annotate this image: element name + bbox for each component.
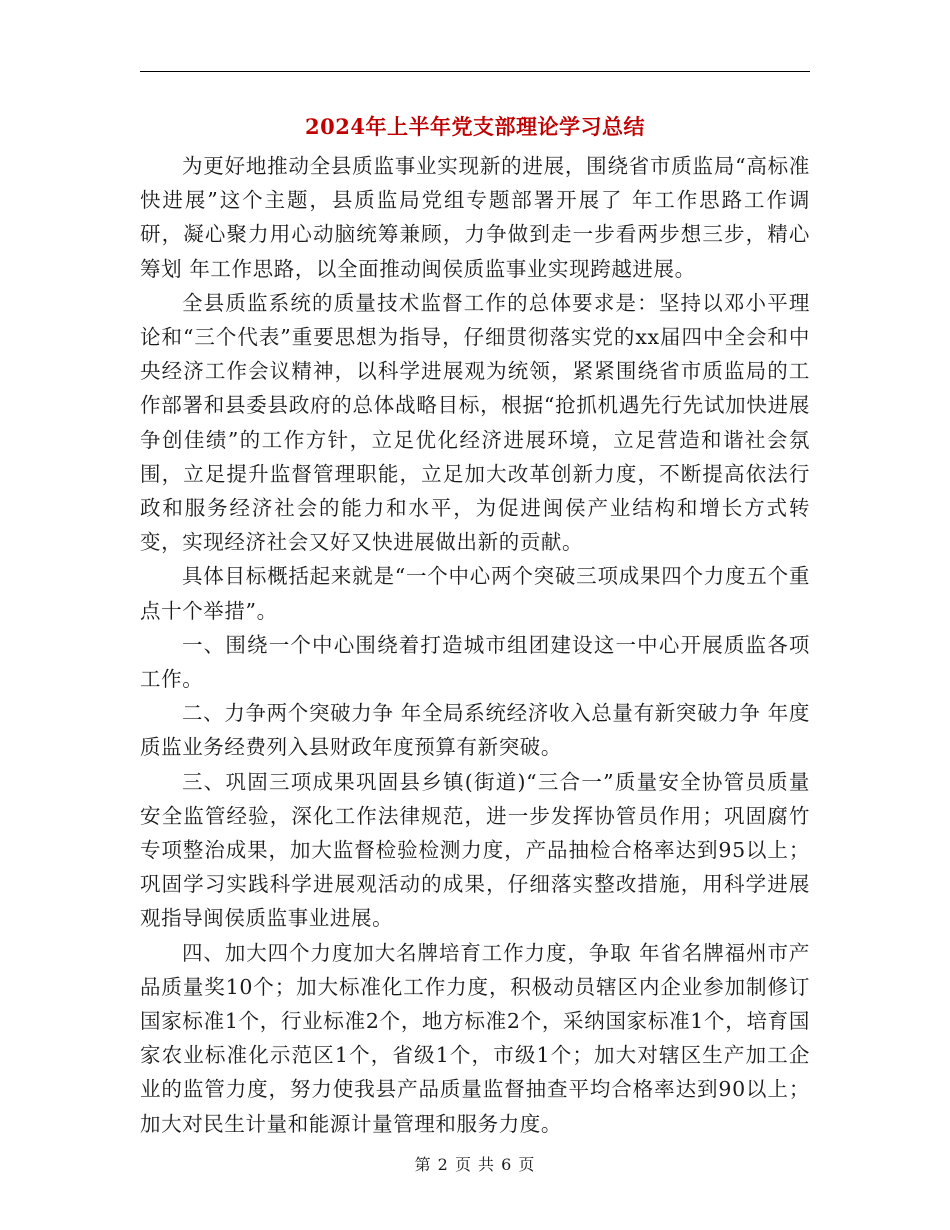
document-title: 2024年上半年党支部理论学习总结 bbox=[305, 114, 645, 139]
paragraph-intro: 为更好地推动全县质监事业实现新的进展，围绕省市质监局“高标准快进展”这个主题，县质监局党组专题部署开展了 年工作思路工作调研，凝心聚力用心动脑统筹兼顾，力争做到走一步看两步想三步，精心筹划 年工作思路，以全面推动闽侯质监事业实现跨越进展。 bbox=[140, 154, 810, 281]
paragraph-specific-goals: 具体目标概括起来就是“一个中心两个突破三项成果四个力度五个重点十个举措”。 bbox=[140, 564, 810, 623]
paragraph-three-results: 三、巩固三项成果巩固县乡镇(街道)“三合一”质量安全协管员质量安全监管经验，深化工作法律规范，进一步发挥协管员作用；巩固腐竹专项整治成果，加大监督检验检测力度，产品抽检合格率达到95以上；巩固学习实践科学进展观活动的成果，仔细落实整改措施，用科学进展观指导闽侯质监事业进展。 bbox=[140, 769, 810, 931]
header-rule bbox=[140, 71, 810, 72]
paragraph-general-requirements: 全县质监系统的质量技术监督工作的总体要求是：坚持以邓小平理论和“三个代表”重要思想为指导，仔细贯彻落实党的xx届四中全会和中央经济工作会议精神，以科学进展观为统领，紧紧围绕省市质监局的工作部署和县委县政府的总体战略目标，根据“抢抓机遇先行先试加快进展争创佳绩”的工作方针，立足优化经济进展环境，立足营造和谐社会氛围，立足提升监督管理职能，立足加大改革创新力度，不断提高依法行政和服务经济社会的能力和水平，为促进闽侯产业结构和增长方式转变，实现经济社会又好又快进展做出新的贡献。 bbox=[140, 290, 810, 555]
document-body bbox=[140, 149, 810, 1141]
paragraph-four-efforts: 四、加大四个力度加大名牌培育工作力度，争取 年省名牌福州市产品质量奖10个；加大标准化工作力度，积极动员辖区内企业参加制修订国家标准1个，行业标准2个，地方标准2个，采纳国家标准1个，培育国家农业标准化示范区1个，省级1个，市级1个；加大对辖区生产加工企业的监管力度，努力使我县产品质量监督抽查平均合格率达到90以上；加大对民生计量和能源计量管理和服务力度。 bbox=[140, 940, 810, 1136]
paragraph-one-center: 一、围绕一个中心围绕着打造城市组团建设这一中心开展质监各项工作。 bbox=[140, 632, 810, 692]
paragraph-two-breakthroughs: 二、力争两个突破力争 年全局系统经济收入总量有新突破力争 年度质监业务经费列入县财政年度预算有新突破。 bbox=[140, 701, 810, 760]
page-number: 第 2 页 共 6 页 bbox=[414, 1155, 536, 1174]
